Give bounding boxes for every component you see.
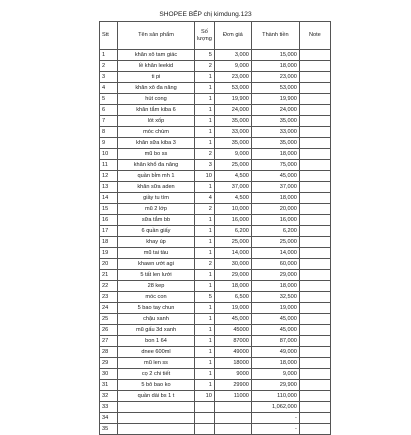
row-note[interactable] (299, 248, 330, 259)
row-quantity[interactable]: 10 (195, 391, 215, 402)
row-quantity[interactable]: 1 (195, 215, 215, 226)
row-stt[interactable]: 4 (100, 83, 118, 94)
row-stt[interactable]: 7 (100, 116, 118, 127)
row-product-name[interactable]: quần dài bs 1 t (118, 391, 195, 402)
table-row (100, 171, 331, 182)
row-product-name[interactable]: móc chùm (118, 127, 195, 138)
row-stt[interactable]: 1 (100, 50, 118, 61)
row-stt[interactable]: 29 (100, 358, 118, 369)
table-row (100, 358, 331, 369)
row-stt[interactable]: 23 (100, 292, 118, 303)
header-product-name: Tên sản phẩm (118, 22, 195, 50)
row-product-name[interactable]: 28 kep (118, 281, 195, 292)
row-product-name[interactable]: khăn tắm kiba 6 (118, 105, 195, 116)
row-quantity[interactable]: 4 (195, 193, 215, 204)
row-stt[interactable]: 9 (100, 138, 118, 149)
row-note[interactable] (299, 391, 330, 402)
row-note[interactable] (299, 358, 330, 369)
row-product-name[interactable]: khăn sữa aden (118, 182, 195, 193)
row-note[interactable] (299, 259, 330, 270)
header-quantity: Số lượng (195, 22, 215, 50)
row-unit-price[interactable]: 25,000 (214, 160, 251, 171)
table-row (100, 281, 331, 292)
row-total[interactable]: 45,000 (251, 325, 299, 336)
table-row (100, 72, 331, 83)
row-total[interactable]: 35,000 (251, 116, 299, 127)
row-product-name[interactable]: mũ len ss (118, 358, 195, 369)
row-note[interactable] (299, 424, 330, 435)
order-table (99, 21, 331, 435)
row-stt[interactable]: 28 (100, 347, 118, 358)
row-quantity[interactable]: 1 (195, 270, 215, 281)
row-quantity[interactable]: 1 (195, 248, 215, 259)
row-stt[interactable]: 10 (100, 149, 118, 160)
table-row (100, 127, 331, 138)
row-product-name[interactable]: 5 bô bao ko (118, 380, 195, 391)
table-row (100, 61, 331, 72)
row-stt[interactable]: 31 (100, 380, 118, 391)
row-total[interactable]: 23,000 (251, 72, 299, 83)
row-product-name[interactable]: chậu xanh (118, 314, 195, 325)
table-row (100, 215, 331, 226)
row-note[interactable] (299, 171, 330, 182)
row-stt[interactable]: 16 (100, 215, 118, 226)
row-total[interactable]: 18,000 (251, 61, 299, 72)
table-row (100, 182, 331, 193)
row-quantity[interactable]: 1 (195, 237, 215, 248)
row-product-name[interactable]: sữa tắm bb (118, 215, 195, 226)
table-row (100, 116, 331, 127)
row-quantity[interactable]: 3 (195, 160, 215, 171)
row-note[interactable] (299, 61, 330, 72)
table-row (100, 248, 331, 259)
row-note[interactable] (299, 237, 330, 248)
row-quantity[interactable]: 2 (195, 149, 215, 160)
row-unit-price[interactable] (214, 413, 251, 424)
row-total[interactable]: 15,000 (251, 50, 299, 61)
table-row (100, 160, 331, 171)
row-note[interactable] (299, 83, 330, 94)
row-product-name[interactable]: móc con (118, 292, 195, 303)
row-unit-price[interactable]: 29,000 (214, 270, 251, 281)
header-row (100, 22, 331, 50)
row-quantity[interactable]: 1 (195, 72, 215, 83)
row-unit-price[interactable]: 19,000 (214, 303, 251, 314)
row-stt[interactable]: 17 (100, 226, 118, 237)
row-unit-price[interactable]: 18,000 (214, 281, 251, 292)
row-quantity[interactable]: 1 (195, 83, 215, 94)
row-unit-price[interactable]: 9000 (214, 369, 251, 380)
row-product-name[interactable]: khăn khổ đa năng (118, 160, 195, 171)
table-body (100, 50, 331, 435)
row-product-name[interactable]: khăn sữa kiba 3 (118, 138, 195, 149)
row-unit-price[interactable]: 53,000 (214, 83, 251, 94)
table-row (100, 94, 331, 105)
row-note[interactable] (299, 347, 330, 358)
row-total[interactable]: 24,000 (251, 105, 299, 116)
table-row (100, 336, 331, 347)
row-stt[interactable]: 5 (100, 94, 118, 105)
table-row (100, 292, 331, 303)
table-row (100, 138, 331, 149)
table-row (100, 380, 331, 391)
row-note[interactable] (299, 72, 330, 83)
row-note[interactable] (299, 303, 330, 314)
row-note[interactable] (299, 127, 330, 138)
row-stt[interactable]: 27 (100, 336, 118, 347)
row-note[interactable] (299, 94, 330, 105)
row-quantity[interactable]: 1 (195, 281, 215, 292)
row-total[interactable]: 20,000 (251, 204, 299, 215)
row-unit-price[interactable]: 6,500 (214, 292, 251, 303)
row-product-name[interactable]: 6 quần giấy (118, 226, 195, 237)
row-product-name[interactable]: mũ 2 lớp (118, 204, 195, 215)
header-note: Note (299, 22, 330, 50)
row-quantity[interactable]: 1 (195, 358, 215, 369)
row-quantity[interactable]: 1 (195, 303, 215, 314)
row-product-name[interactable]: lề khăn leekid (118, 61, 195, 72)
row-unit-price[interactable]: 4,500 (214, 171, 251, 182)
row-total[interactable]: 45,000 (251, 171, 299, 182)
row-unit-price[interactable]: 37,000 (214, 182, 251, 193)
row-unit-price[interactable]: 6,200 (214, 226, 251, 237)
row-product-name[interactable] (118, 424, 195, 435)
row-unit-price[interactable]: 30,000 (214, 259, 251, 270)
row-product-name[interactable]: 5 bao tay chun (118, 303, 195, 314)
table-row (100, 270, 331, 281)
row-unit-price[interactable]: 49000 (214, 347, 251, 358)
row-total[interactable]: 16,000 (251, 215, 299, 226)
row-product-name[interactable]: khay úp (118, 237, 195, 248)
row-stt[interactable]: 12 (100, 171, 118, 182)
row-product-name[interactable]: khăn xô tam giác (118, 50, 195, 61)
row-stt[interactable]: 21 (100, 270, 118, 281)
row-stt[interactable]: 22 (100, 281, 118, 292)
row-note[interactable] (299, 413, 330, 424)
table-row (100, 83, 331, 94)
table-row (100, 369, 331, 380)
row-stt[interactable]: 33 (100, 402, 118, 413)
table-row (100, 204, 331, 215)
row-unit-price[interactable]: 10,000 (214, 204, 251, 215)
row-note[interactable] (299, 193, 330, 204)
row-unit-price[interactable]: 14,000 (214, 248, 251, 259)
row-total[interactable]: 53,000 (251, 83, 299, 94)
row-quantity[interactable] (195, 413, 215, 424)
row-product-name[interactable]: 5 tất len lưới (118, 270, 195, 281)
table-row (100, 237, 331, 248)
row-total[interactable]: 18,000 (251, 281, 299, 292)
table-row (100, 226, 331, 237)
row-note[interactable] (299, 281, 330, 292)
table-row (100, 413, 331, 424)
row-quantity[interactable]: 2 (195, 204, 215, 215)
row-total[interactable]: 1,062,000 (251, 402, 299, 413)
row-stt[interactable]: 26 (100, 325, 118, 336)
row-stt[interactable]: 13 (100, 182, 118, 193)
row-total[interactable]: 45,000 (251, 314, 299, 325)
row-product-name[interactable] (118, 413, 195, 424)
row-quantity[interactable]: 1 (195, 325, 215, 336)
row-unit-price[interactable]: 35,000 (214, 138, 251, 149)
row-total[interactable]: 35,000 (251, 138, 299, 149)
row-total[interactable]: 29,000 (251, 270, 299, 281)
row-quantity[interactable]: 1 (195, 94, 215, 105)
row-product-name[interactable]: mũ gấu 3d xanh (118, 325, 195, 336)
row-total[interactable]: 75,000 (251, 160, 299, 171)
row-total[interactable]: 9,000 (251, 369, 299, 380)
table-row (100, 325, 331, 336)
row-unit-price[interactable]: 19,900 (214, 94, 251, 105)
row-stt[interactable]: 24 (100, 303, 118, 314)
row-unit-price[interactable]: 4,500 (214, 193, 251, 204)
row-stt[interactable]: 3 (100, 72, 118, 83)
row-quantity[interactable]: 1 (195, 369, 215, 380)
row-unit-price[interactable]: 29900 (214, 380, 251, 391)
row-product-name[interactable]: lót xốp (118, 116, 195, 127)
table-row (100, 149, 331, 160)
row-stt[interactable]: 19 (100, 248, 118, 259)
row-total[interactable]: 25,000 (251, 237, 299, 248)
row-note[interactable] (299, 226, 330, 237)
row-unit-price[interactable]: 25,000 (214, 237, 251, 248)
row-unit-price[interactable]: 3,000 (214, 50, 251, 61)
row-stt[interactable]: 20 (100, 259, 118, 270)
row-quantity[interactable]: 2 (195, 61, 215, 72)
row-quantity[interactable]: 1 (195, 314, 215, 325)
header-stt: Stt (100, 22, 118, 50)
row-total[interactable]: 37,000 (251, 182, 299, 193)
row-unit-price[interactable]: 23,000 (214, 72, 251, 83)
row-quantity[interactable]: 1 (195, 127, 215, 138)
row-total[interactable]: 14,000 (251, 248, 299, 259)
row-quantity[interactable]: 1 (195, 336, 215, 347)
row-total[interactable]: 87,000 (251, 336, 299, 347)
row-product-name[interactable]: cọ 2 chi tiết (118, 369, 195, 380)
row-stt[interactable]: 14 (100, 193, 118, 204)
row-quantity[interactable]: 10 (195, 171, 215, 182)
row-note[interactable] (299, 204, 330, 215)
table-row (100, 347, 331, 358)
row-note[interactable] (299, 50, 330, 61)
row-unit-price[interactable]: 11000 (214, 391, 251, 402)
row-note[interactable] (299, 138, 330, 149)
row-total[interactable]: 32,500 (251, 292, 299, 303)
row-quantity[interactable]: 1 (195, 226, 215, 237)
row-unit-price[interactable]: 45000 (214, 325, 251, 336)
table-row (100, 391, 331, 402)
sheet-title: SHOPEE BẾP chị kimdung.123 (159, 11, 252, 18)
row-total[interactable]: 49,000 (251, 347, 299, 358)
row-quantity[interactable]: 5 (195, 292, 215, 303)
row-unit-price[interactable]: 33,000 (214, 127, 251, 138)
row-product-name[interactable]: khawn ướt agi (118, 259, 195, 270)
row-note[interactable] (299, 182, 330, 193)
row-stt[interactable]: 6 (100, 105, 118, 116)
row-quantity[interactable]: 1 (195, 105, 215, 116)
row-unit-price[interactable]: 16,000 (214, 215, 251, 226)
row-quantity[interactable]: 1 (195, 347, 215, 358)
row-total[interactable]: 6,200 (251, 226, 299, 237)
row-unit-price[interactable]: 9,000 (214, 61, 251, 72)
row-note[interactable] (299, 369, 330, 380)
row-stt[interactable]: 35 (100, 424, 118, 435)
row-note[interactable] (299, 380, 330, 391)
table-row (100, 259, 331, 270)
row-total[interactable]: - (251, 424, 299, 435)
row-product-name[interactable]: hút cong (118, 94, 195, 105)
row-stt[interactable]: 15 (100, 204, 118, 215)
table-row (100, 424, 331, 435)
row-total[interactable]: 18,000 (251, 358, 299, 369)
row-total[interactable]: 18,000 (251, 149, 299, 160)
table-row (100, 303, 331, 314)
row-note[interactable] (299, 215, 330, 226)
header-unit-price: Đơn giá (214, 22, 251, 50)
row-unit-price[interactable]: 87000 (214, 336, 251, 347)
row-total[interactable]: 29,900 (251, 380, 299, 391)
row-quantity[interactable]: 1 (195, 116, 215, 127)
row-note[interactable] (299, 292, 330, 303)
row-total[interactable]: 19,000 (251, 303, 299, 314)
table-row (100, 193, 331, 204)
row-unit-price[interactable]: 35,000 (214, 116, 251, 127)
row-stt[interactable]: 30 (100, 369, 118, 380)
row-total[interactable]: 33,000 (251, 127, 299, 138)
row-product-name[interactable]: ti pi (118, 72, 195, 83)
row-note[interactable] (299, 325, 330, 336)
row-note[interactable] (299, 105, 330, 116)
row-quantity[interactable]: 1 (195, 138, 215, 149)
row-note[interactable] (299, 160, 330, 171)
row-note[interactable] (299, 149, 330, 160)
row-stt[interactable]: 11 (100, 160, 118, 171)
row-unit-price[interactable]: 24,000 (214, 105, 251, 116)
row-total[interactable]: 60,000 (251, 259, 299, 270)
row-note[interactable] (299, 116, 330, 127)
row-unit-price[interactable]: 9,000 (214, 149, 251, 160)
row-stt[interactable]: 18 (100, 237, 118, 248)
row-stt[interactable]: 34 (100, 413, 118, 424)
row-total[interactable]: 19,900 (251, 94, 299, 105)
row-stt[interactable]: 8 (100, 127, 118, 138)
table-row (100, 314, 331, 325)
row-stt[interactable]: 2 (100, 61, 118, 72)
row-stt[interactable]: 32 (100, 391, 118, 402)
row-product-name[interactable]: mũ bo ss (118, 149, 195, 160)
table-row (100, 50, 331, 61)
row-unit-price[interactable] (214, 424, 251, 435)
row-note[interactable] (299, 270, 330, 281)
row-total[interactable]: 110,000 (251, 391, 299, 402)
row-product-name[interactable]: bon 1 64 (118, 336, 195, 347)
header-total: Thành tiền (251, 22, 299, 50)
row-product-name[interactable]: dnee 600ml (118, 347, 195, 358)
row-quantity[interactable] (195, 424, 215, 435)
row-unit-price[interactable]: 18000 (214, 358, 251, 369)
row-quantity[interactable]: 5 (195, 50, 215, 61)
row-product-name[interactable]: mũ tai tàu (118, 248, 195, 259)
row-unit-price[interactable]: 45,000 (214, 314, 251, 325)
table-row (100, 105, 331, 116)
row-quantity[interactable]: 1 (195, 380, 215, 391)
row-total[interactable]: 18,000 (251, 193, 299, 204)
row-product-name[interactable]: giầy tu tím (118, 193, 195, 204)
row-quantity[interactable]: 2 (195, 259, 215, 270)
row-product-name[interactable]: quần bỉm mh 1 (118, 171, 195, 182)
row-product-name[interactable]: khăn xô đa năng (118, 83, 195, 94)
row-stt[interactable]: 25 (100, 314, 118, 325)
row-note[interactable] (299, 336, 330, 347)
row-total[interactable]: - (251, 413, 299, 424)
row-quantity[interactable]: 1 (195, 182, 215, 193)
row-note[interactable] (299, 314, 330, 325)
